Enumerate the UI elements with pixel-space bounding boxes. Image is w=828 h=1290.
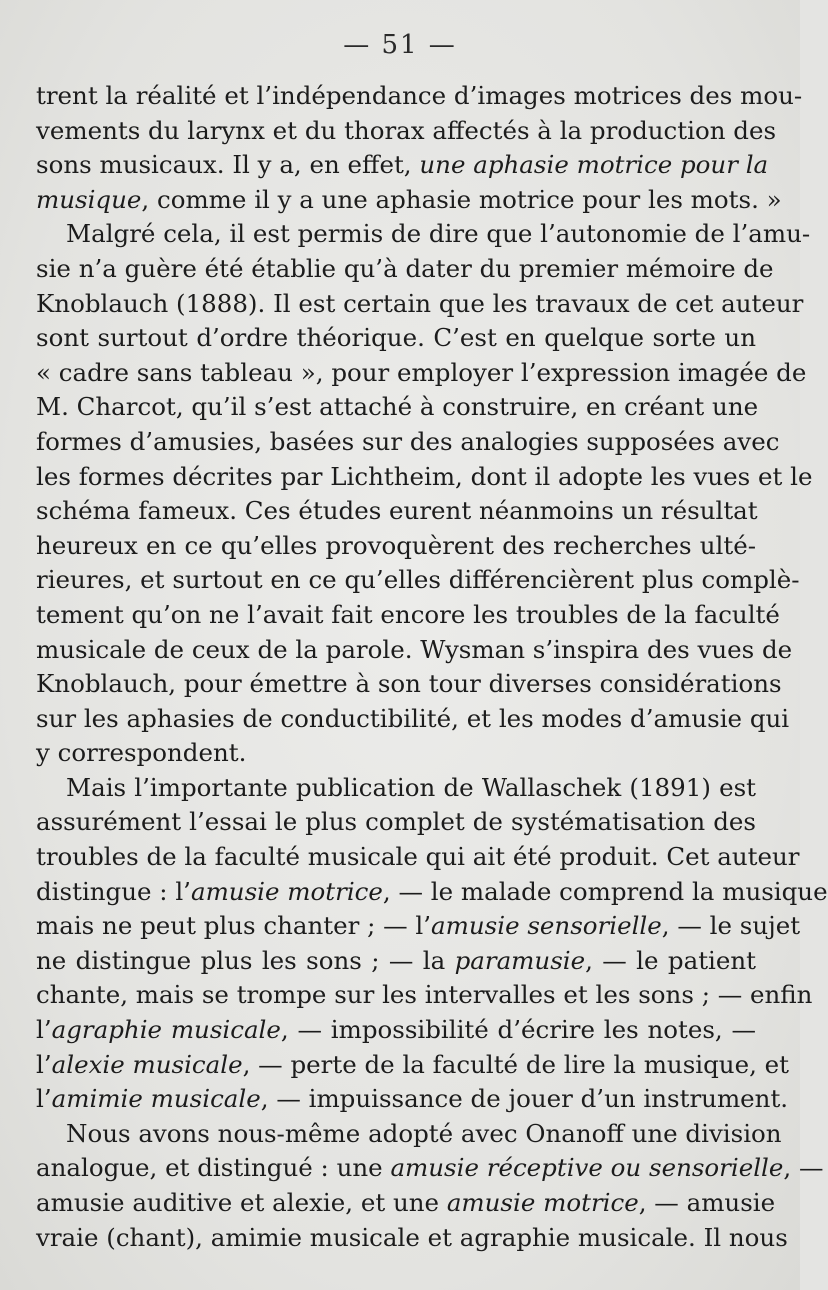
text-line [36,875,828,910]
text-run: , comme il y a une aphasie motrice pour les mots. » [141,184,782,214]
text-line: sie n’a guère été établie qu’à dater du premier mémoire de [36,253,774,283]
text-line [36,1186,776,1221]
italic-term: paramusie [454,945,586,975]
text-run: l’ [36,1049,52,1079]
text-line: troubles de la faculté musicale qui ait été produit. Cet auteur [36,842,800,872]
body-text [36,79,828,1255]
text-run: , — perte de la faculté de lire la musique, et [242,1049,789,1079]
italic-term: alexie musicale [51,1049,243,1079]
italic-term: amimie musicale [51,1084,261,1114]
text-line: M. Charcot, qu’il s’est attaché à construire, en créant une [36,392,759,422]
text-line: trent la réalité et l’indépendance d’images motrices des mou- [36,81,803,110]
text-line: tement qu’on ne l’avait fait encore les troubles de la faculté [36,599,780,629]
text-run: analogue, et distingué : une [36,1153,391,1183]
text-run: amusie auditive et alexie, et une [36,1188,447,1217]
text-line: formes d’amusies, basées sur des analogies supposées avec [36,426,780,456]
page-number: — 51 — [343,30,457,60]
text-line: vraie (chant), amimie musicale et agraphie musicale. Il nous [36,1222,788,1252]
text-line [36,1151,824,1186]
text-line: Knoblauch (1888). Il est certain que les travaux de cet auteur [36,288,804,318]
text-run: , — impossibilité d’écrire les notes, — [280,1015,757,1045]
text-run: , — le sujet [661,911,801,941]
text-run: l’ [36,1015,52,1045]
text-line [36,1013,756,1048]
text-line: vements du larynx et du thorax affectés à la production des [36,115,777,145]
text-line: les formes décrites par Lichtheim, dont il adopte les vues et le [36,461,813,491]
italic-term: amusie motrice [190,876,383,906]
text-run: , — amusie [638,1188,776,1217]
text-line: sur les aphasies de conductibilité, et les modes d’amusie qui [36,703,790,733]
italic-term: amusie motrice [446,1188,639,1217]
text-line: Mais l’importante publication de Wallaschek (1891) est [66,772,756,802]
text-line: assurément l’essai le plus complet de systématisation des [36,807,756,837]
text-line: y correspondent. [36,738,247,768]
text-line [36,1048,789,1083]
text-run: l’ [36,1084,52,1114]
italic-term: une aphasie motrice pour la [419,150,769,180]
text-line: Malgré cela, il est permis de dire que l’autonomie de l’amu- [66,219,811,249]
text-line [36,183,782,218]
italic-term: amusie réceptive ou sensorielle [390,1153,784,1183]
text-run: , — [783,1153,824,1183]
text-line [36,1082,789,1117]
text-run: sons musicaux. Il y a, en effet, [36,150,420,180]
italic-term: amusie sensorielle [431,911,662,941]
text-line: rieures, et surtout en ce qu’elles différencièrent plus complè- [36,565,800,595]
text-run: , — le malade comprend la musique [382,876,828,906]
text-run: mais ne peut plus chanter ; — l’ [36,911,432,941]
text-line: « cadre sans tableau », pour employer l’expression imagée de [36,357,807,387]
text-line: Nous avons nous-même adopté avec Onanoff une division [66,1118,782,1148]
text-line [36,909,801,944]
text-run: ne distingue plus les sons ; — la [36,945,455,975]
text-line: musicale de ceux de la parole. Wysman s’inspira des vues de [36,634,793,664]
text-line: Knoblauch, pour émettre à son tour diverses considérations [36,669,782,699]
italic-term: agraphie musicale [51,1015,281,1045]
italic-term: musique [36,184,142,214]
text-run: distingue : l’ [36,876,191,906]
text-line [36,148,769,183]
text-run: , — impuissance de jouer d’un instrument. [260,1084,789,1114]
text-line: sont surtout d’ordre théorique. C’est en quelque sorte un [36,323,756,353]
text-line: heureux en ce qu’elles provoquèrent des recherches ulté- [36,530,756,560]
text-line: chante, mais se trompe sur les intervalles et les sons ; — enfin [36,980,813,1010]
text-line [36,944,756,979]
text-line: schéma fameux. Ces études eurent néanmoins un résultat [36,496,758,526]
text-run: , — le patient [585,945,756,975]
